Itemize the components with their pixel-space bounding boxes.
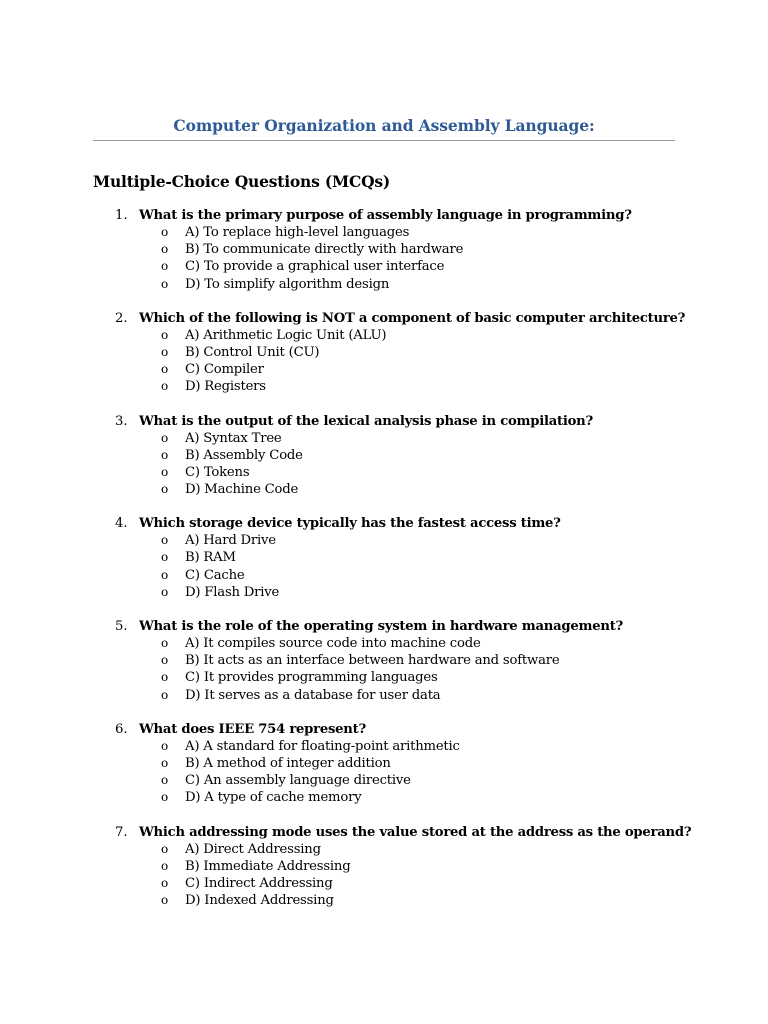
answer-option-text: D) Registers: [185, 379, 266, 395]
answer-options: [0, 224, 768, 293]
question-text: What is the output of the lexical analysis phase in compilation?: [139, 413, 593, 429]
circle-bullet-icon: o: [161, 379, 169, 394]
answer-option: [0, 772, 768, 789]
answer-options: [0, 738, 768, 807]
answer-option-text: B) RAM: [185, 550, 236, 566]
answer-option-text: C) It provides programming languages: [185, 670, 438, 686]
question-item: [0, 207, 768, 293]
answer-option: [0, 258, 768, 275]
question-number: 6.: [115, 721, 128, 737]
question-item: [0, 824, 768, 910]
circle-bullet-icon: o: [161, 841, 169, 856]
circle-bullet-icon: o: [161, 875, 169, 890]
question-text: What is the role of the operating system in hardware management?: [139, 619, 624, 634]
question-text: What is the primary purpose of assembly language in programming?: [139, 208, 632, 223]
answer-option-text: B) To communicate directly with hardware: [185, 242, 464, 258]
answer-option-text: D) It serves as a database for user data: [185, 687, 441, 703]
circle-bullet-icon: o: [161, 670, 169, 685]
question-text: Which of the following is NOT a component of basic computer architecture?: [139, 310, 686, 326]
question-number: 5.: [115, 619, 128, 634]
answer-options: [0, 430, 768, 499]
answer-option: [0, 875, 768, 892]
question-item: [0, 310, 768, 396]
answer-option-text: C) Indirect Addressing: [185, 875, 333, 891]
circle-bullet-icon: o: [161, 362, 169, 377]
answer-option: [0, 464, 768, 481]
answer-option: [0, 669, 768, 686]
answer-option-text: A) A standard for floating-point arithmetic: [185, 738, 460, 754]
question-header: [0, 413, 768, 430]
circle-bullet-icon: o: [161, 653, 169, 668]
answer-option: [0, 892, 768, 909]
circle-bullet-icon: o: [161, 242, 169, 257]
circle-bullet-icon: o: [161, 482, 169, 497]
answer-option: [0, 567, 768, 584]
question-text: What does IEEE 754 represent?: [139, 721, 366, 737]
question-header: [0, 515, 768, 532]
circle-bullet-icon: o: [161, 893, 169, 908]
question-header: [0, 618, 768, 635]
answer-option-text: C) Cache: [185, 567, 245, 583]
answer-option: [0, 858, 768, 875]
circle-bullet-icon: o: [161, 790, 169, 805]
circle-bullet-icon: o: [161, 687, 169, 702]
question-header: [0, 721, 768, 738]
answer-option-text: B) Immediate Addressing: [185, 858, 351, 874]
question-item: [0, 618, 768, 704]
question-number: 3.: [115, 413, 128, 429]
answer-option-text: C) Compiler: [185, 362, 264, 378]
answer-option-text: D) A type of cache memory: [185, 790, 362, 806]
circle-bullet-icon: o: [161, 636, 169, 650]
question-list: [0, 207, 768, 926]
circle-bullet-icon: o: [161, 773, 169, 788]
circle-bullet-icon: o: [161, 550, 169, 565]
answer-option: [0, 327, 768, 344]
answer-option: [0, 584, 768, 601]
answer-option-text: B) Control Unit (CU): [185, 344, 320, 360]
circle-bullet-icon: o: [161, 327, 169, 342]
answer-option: [0, 224, 768, 241]
answer-option-text: C) To provide a graphical user interface: [185, 259, 445, 275]
question-item: [0, 413, 768, 499]
question-item: [0, 515, 768, 601]
answer-option-text: B) It acts as an interface between hardware and software: [185, 653, 560, 669]
answer-option: [0, 755, 768, 772]
answer-option: [0, 841, 768, 858]
circle-bullet-icon: o: [161, 430, 169, 445]
circle-bullet-icon: o: [161, 755, 169, 770]
answer-option: [0, 447, 768, 464]
question-text: Which storage device typically has the fastest access time?: [139, 516, 561, 532]
circle-bullet-icon: o: [161, 738, 169, 753]
circle-bullet-icon: o: [161, 344, 169, 359]
title-underline-divider: [93, 140, 675, 141]
answer-option: [0, 532, 768, 549]
answer-option: [0, 789, 768, 806]
answer-option: [0, 378, 768, 395]
question-number: 7.: [115, 824, 128, 840]
answer-option-text: A) Arithmetic Logic Unit (ALU): [185, 327, 387, 343]
question-header: [0, 310, 768, 327]
answer-option: [0, 344, 768, 361]
answer-option: [0, 276, 768, 293]
document-title: Computer Organization and Assembly Language:: [173, 116, 595, 135]
answer-option-text: D) Machine Code: [185, 482, 299, 498]
circle-bullet-icon: o: [161, 225, 169, 239]
answer-option-text: A) Hard Drive: [185, 533, 276, 549]
answer-option: [0, 430, 768, 447]
answer-options: [0, 635, 768, 704]
answer-option-text: A) Syntax Tree: [185, 430, 282, 446]
circle-bullet-icon: o: [161, 276, 169, 291]
circle-bullet-icon: o: [161, 584, 169, 599]
answer-options: [0, 327, 768, 396]
question-number: 1.: [115, 208, 128, 223]
answer-option-text: A) Direct Addressing: [185, 841, 321, 857]
answer-options: [0, 532, 768, 601]
answer-option: [0, 549, 768, 566]
answer-options: [0, 841, 768, 910]
circle-bullet-icon: o: [161, 464, 169, 479]
answer-option-text: B) Assembly Code: [185, 447, 303, 463]
section-heading: Multiple-Choice Questions (MCQs): [93, 172, 391, 191]
answer-option: [0, 481, 768, 498]
answer-option: [0, 241, 768, 258]
answer-option-text: C) Tokens: [185, 464, 250, 480]
answer-option-text: C) An assembly language directive: [185, 773, 411, 789]
answer-option: [0, 635, 768, 652]
question-header: [0, 207, 768, 224]
answer-option-text: D) Indexed Addressing: [185, 893, 334, 909]
question-header: [0, 824, 768, 841]
question-text: Which addressing mode uses the value stored at the address as the operand?: [139, 824, 692, 840]
answer-option: [0, 738, 768, 755]
question-number: 2.: [115, 310, 128, 326]
question-number: 4.: [115, 516, 128, 532]
answer-option-text: A) It compiles source code into machine code: [185, 636, 481, 651]
answer-option: [0, 687, 768, 704]
circle-bullet-icon: o: [161, 567, 169, 582]
answer-option-text: B) A method of integer addition: [185, 755, 391, 771]
question-item: [0, 721, 768, 807]
answer-option-text: D) Flash Drive: [185, 584, 280, 600]
answer-option-text: D) To simplify algorithm design: [185, 276, 390, 292]
circle-bullet-icon: o: [161, 858, 169, 873]
circle-bullet-icon: o: [161, 533, 169, 548]
answer-option: [0, 361, 768, 378]
circle-bullet-icon: o: [161, 259, 169, 274]
answer-option-text: A) To replace high-level languages: [185, 225, 410, 240]
answer-option: [0, 652, 768, 669]
circle-bullet-icon: o: [161, 447, 169, 462]
